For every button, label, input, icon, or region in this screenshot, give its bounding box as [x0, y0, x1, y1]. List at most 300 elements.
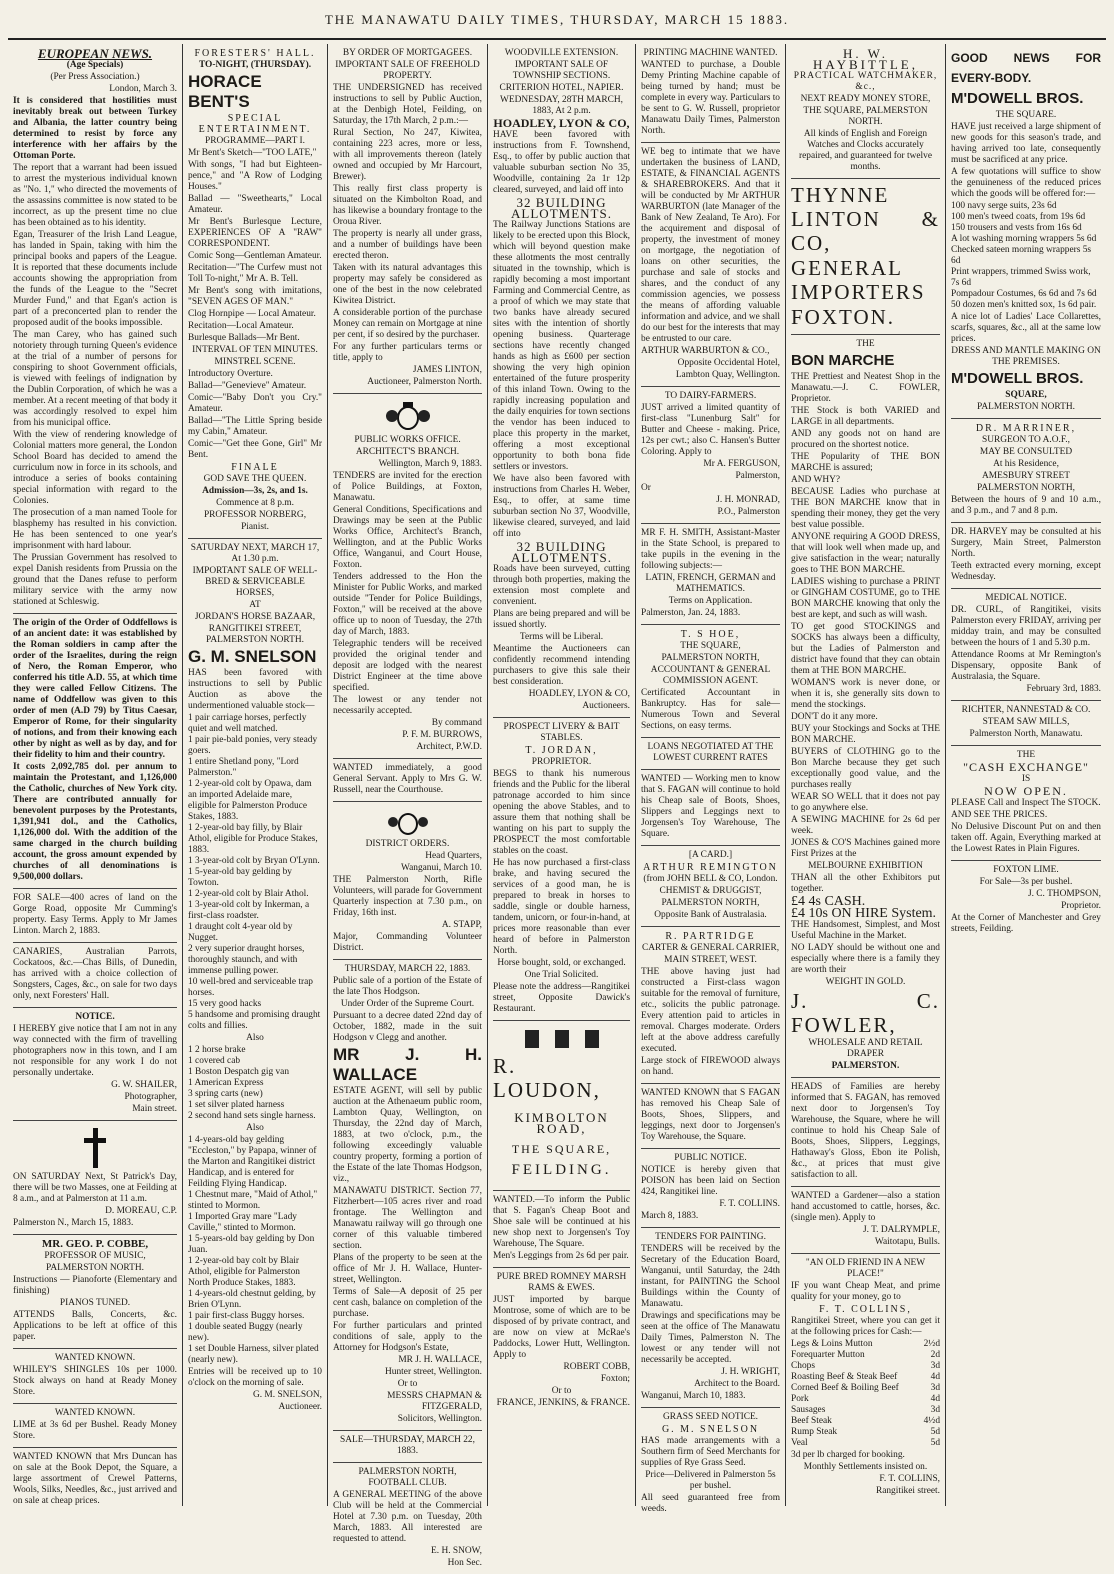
b8: LADIES wishing to purchase a PRINT or GINGHAM COSTUME, go to THE BON MARCHE knowing that only the best are kept, and such as will wash.	[791, 577, 940, 620]
fc: PALMERSTON NORTH, FOOTBALL CLUB.	[358, 1467, 457, 1488]
rich2: STEAM SAW MILLS,	[982, 717, 1070, 727]
thom2: Proprietor.	[1061, 901, 1101, 911]
romney-or: Or to	[551, 1386, 572, 1396]
pwo-1: TENDERS are invited for the erection of Police Buildings, at Foxton, Manawatu.	[333, 471, 482, 503]
thom3: At the Corner of Manchester and Grey streets, Feilding.	[951, 913, 1101, 934]
cobbe-ad	[13, 1235, 177, 1349]
assoc-line: (Per Press Association.)	[50, 72, 140, 82]
mcd2: M'DOWELL BROS.	[951, 370, 1084, 387]
price-item: Print wrappers, trimmed Swiss work, 7s 6d	[951, 267, 1091, 288]
hl: HOADLEY, LYON & CO,	[493, 116, 630, 130]
romney: PURE BRED ROMNEY MARSH RAMS & EWES.	[496, 1272, 627, 1293]
hl-p3: We have also been favored with instructions from Charles H. Weber, Esq., to offer, at same time suburban section No 37, Woodville, likewise cleared, surveyed, and laid off into	[493, 474, 630, 539]
european-news	[13, 44, 177, 614]
kimb: KIMBOLTON ROAD,	[514, 1110, 609, 1136]
shoe-ad	[641, 625, 780, 738]
lime: FOXTON LIME.	[993, 865, 1059, 875]
jordan-body: BEGS to thank his numerous friends and the Public for the liberal patronage accorded to him since opening the above Stables, and to assure them that nothing shall be wanting on his part to supply the PROSPECT the most comfortable stables on the coast.	[493, 769, 630, 856]
collins-meat-ad	[791, 1254, 940, 1502]
also-2: Also	[246, 1123, 264, 1133]
foresters-hall-ad	[188, 44, 322, 539]
meat-price-row	[791, 1339, 940, 1350]
dist: DISTRICT ORDERS.	[365, 839, 450, 849]
shoe-sq: THE SQUARE,	[680, 641, 741, 651]
prog-l5: Comic Song—Gentleman Amateur.	[188, 251, 322, 261]
fc-sig2: Hon Sec.	[447, 1558, 482, 1568]
coll-p3: Monthly Settlements insisted on.	[803, 1462, 928, 1472]
b21: THE Handsomest, Simplest, and Most Useful Machine in the Market.	[791, 920, 940, 941]
no-del: No Delusive Discount Put on and then taken off. Again, Everything marked at the Lowest Rates in Plain Figures.	[951, 822, 1101, 854]
part-body: THE above having just had constructed a First-class wagon suitable for the removal of furniture, etc., solicits the public patronage. Every attention paid to articles in removal. Charges moderate. Orders left at the above address carefully executed.	[641, 967, 780, 1054]
meat-price-row	[791, 1416, 940, 1427]
news-p7: The Prussian Government has resolved to expel Danish residents from Prussia on the ground that the Danes refuse to perform military service with the army now stationed at Schleswig.	[13, 553, 177, 607]
meat-price: 4d	[930, 1372, 940, 1382]
fagan3: WANTED KNOWN that S FAGAN has removed his Cheap Sale of Boots, Shoes, Slippers, and leggings, next door to Jorgensen's Toy Warehouse, the Square.	[641, 1088, 780, 1142]
fire: Large stock of FIREWOOD always on hand.	[641, 1056, 780, 1077]
forsale-text: FOR SALE—400 acres of land on the Gorge Road, opposite Mr Cumming's property. Easy Terms. Apply to Mr James Linton. March 2, 1883.	[13, 893, 177, 936]
masses-date: Palmerston N., March 15, 1883.	[13, 1218, 134, 1228]
heads: HEADS of Families are hereby informed that S. FAGAN, has removed next door to Jorgensen's Toy Warehouse, the Square, where he will continue to hold his Cheap Sale of Boots, Shoes, Slippers, Leggings, Hathaway's Gloss, Ebon ite Polish, &c., at prices that must give satisfaction to all.	[791, 1082, 940, 1180]
part2: CARTER & GENERAL CARRIER,	[641, 943, 780, 953]
mar7: Between the hours of 9 and 10 a.m., and 3 p.m., and 7 and 8 p.m.	[951, 495, 1101, 516]
pwo-2: General Conditions, Specifications and Drawings may be seen at the Public Works Office, Architect's Branch, Wellington, and at the Public Works Office, Wanganui, and Court House, Foxton.	[333, 505, 482, 570]
grass: GRASS SEED NOTICE.	[662, 1412, 759, 1422]
b1: THE Prettiest and Neatest Shop in the Manawatu.—J. C. FOWLER, Proprietor.	[791, 372, 940, 404]
lot-item: 2 second hand sets single harness.	[188, 1111, 316, 1121]
servant-text: WANTED immediately, a good General Servant. Apply to Mrs G. W. Russell, near the Courthouse.	[333, 763, 482, 795]
lot-item: 1 pair pie-bald ponies, very steady goers.	[188, 735, 318, 756]
gardener: WANTED a Gardener—also a station hand accustomed to cattle, horses, &c. (single men). Apply to	[791, 1191, 940, 1223]
prog-l3: Ballad — "Sweethearts," Local Amateur.	[188, 194, 322, 215]
mort-sec: Rural Section, No 247, Kiwitea, containing 223 acres, more or less, with all improvements thereon (lately owned and occupied by Mr Harcourt, Brewer).	[333, 128, 482, 182]
servant-ad	[333, 759, 482, 802]
lot-item: 1 5-year-old bay gelding by Towton.	[188, 867, 292, 888]
entries: Entries will be received up to 10 o'clock on the morning of sale.	[188, 1367, 322, 1388]
meat-price: 3d	[930, 1383, 940, 1393]
partridge-ad	[641, 927, 780, 1084]
hl-p7: Meantime the Auctioneers can confidently recommend intending purchasers to give this sale their best consideration.	[493, 644, 630, 687]
meat-price: 5d	[930, 1427, 940, 1437]
b23: WEIGHT IN GOLD.	[825, 977, 906, 987]
b3: AND any goods not on hand are procured on the shortest notice.	[791, 429, 940, 450]
curl2: Attendance Rooms at Mr Remington's Dispensary, opposite Bank of Australasia, the Square.	[951, 650, 1101, 682]
tend-sig: J. H. WRIGHT,	[721, 1367, 780, 1377]
wood: WOODVILLE EXTENSION.	[504, 48, 619, 58]
mortgagee-sale-ad	[333, 44, 482, 394]
tend: TENDERS FOR PAINTING.	[655, 1232, 766, 1242]
the: THE	[856, 339, 875, 349]
loudon: R. LOUDON,	[493, 1054, 601, 1102]
harvey2: Teeth extracted every morning, except Wednesday.	[951, 561, 1101, 582]
lot-item: 1 American Express	[188, 1078, 264, 1088]
working-men-ad	[641, 770, 780, 846]
meat-item: Sausages	[791, 1405, 826, 1415]
b6: BECAUSE Ladies who purchase at THE BON MARCHE know that in spending their money, they get the very best value possible.	[791, 487, 940, 530]
lots-list	[188, 713, 322, 1032]
grass-p2: Price—Delivered in Palmerston 5s per bushel.	[645, 1470, 776, 1491]
lot-item: 2 very superior draught horses, thoroughly staunch, and with immense pulling power.	[188, 944, 305, 976]
harvey-ad	[951, 523, 1101, 589]
tonight: TO-NIGHT, (THURSDAY).	[198, 60, 312, 70]
min-3: Comic—"Baby Don't you Cry." Amateur.	[188, 393, 322, 414]
lot-item: 1 2-year-old bay filly, by Blair Athol, eligible for Produce Stakes, 1883.	[188, 823, 318, 855]
lot-item: 1 covered cab	[188, 1056, 241, 1066]
smith: MR F. H. SMITH, Assistant-Master in the State School, is prepared to take pupils in the evening in the following subjects:—	[641, 528, 780, 571]
pwo-date: Wellington, March 9, 1883.	[378, 459, 482, 469]
meat-price-row	[791, 1350, 940, 1361]
warburton-ad	[641, 143, 780, 387]
coll-sig2: Rangitikei street.	[875, 1486, 940, 1496]
mcdowell-ad	[951, 44, 1101, 419]
bazaar-loc: RANGITIKEI STREET, PALMERSTON NORTH.	[206, 624, 304, 645]
hay3: NEXT READY MONEY STORE,	[800, 94, 931, 104]
lot-item: 1 entire Shetland pony, "Lord Palmerston."	[188, 757, 299, 778]
meat-item: Pork	[791, 1394, 809, 1404]
masthead: THE MANAWATU DAILY TIMES, THURSDAY, MARCH 15 1883.	[324, 12, 790, 27]
mort: BY ORDER OF MORTGAGEES.	[342, 48, 473, 58]
lot-item: 1 2 horse brake	[188, 1045, 246, 1055]
b22: NO LADY should be without one and especially where there is a family they are worth their	[791, 943, 940, 975]
grass-name: G. M. SNELSON	[661, 1424, 760, 1435]
warb-sig: ARTHUR WARBURTON & CO.,	[641, 346, 770, 356]
shoe-p2: Certificated Accountant in Bankruptcy. Has for sale—Numerous Town and Several Sections, on easy terms.	[641, 688, 780, 731]
card: [A CARD.]	[688, 850, 733, 860]
photographer-notice	[13, 1008, 177, 1121]
price-item: Pompadour Costumes, 6s 6d and 7s 6d	[951, 289, 1097, 299]
or-to: Or to	[397, 1379, 418, 1389]
lot-item: 1 4-years-old bay gelding "Eccleston," by Papapa, winner of the Marton and Rangitikei district Handicap, and is entered for Feilding Flying Handicap.	[188, 1135, 317, 1189]
min-4: Ballad—"The Little Spring beside my Cabin," Amateur.	[188, 416, 322, 437]
coll-sig: F. T. COLLINS,	[879, 1474, 940, 1484]
thom: J. C. THOMPSON,	[1027, 889, 1101, 899]
thu: THURSDAY, MARCH 22, 1883.	[344, 964, 471, 974]
price-item: 100 men's tweed coats, from 19s 6d	[951, 212, 1086, 222]
mort-p5: A considerable portion of the purchase Money can remain on Mortgage at nine per cent, if so desired by the purchaser.	[333, 308, 482, 340]
is: IS	[1021, 774, 1031, 784]
bazaar: JORDAN'S HORSE BAZAAR,	[194, 612, 316, 622]
jordan-p5: Please note the address—Rangitikei street, Opposite Dawick's Restaurant.	[493, 982, 630, 1014]
cash: "CASH EXCHANGE"	[963, 760, 1089, 774]
fagan-removed-ad	[641, 1084, 780, 1149]
wanted1-title: WANTED KNOWN.	[54, 1353, 136, 1363]
b13: BUYERS of CLOTHING go to the Bon Marche because they get such exceptionally good value, and the purchases really	[791, 747, 940, 790]
wallace-sig: MR J. H. WALLACE,	[398, 1355, 482, 1365]
mar5: AMESBURY STREET	[982, 471, 1070, 481]
b12: BUY your Stockings and Socks at THE BON MARCHE.	[791, 724, 940, 745]
prog-l7: Mr Bent's song with imitations, "SEVEN AGES OF MAN."	[188, 286, 322, 307]
also: Also	[246, 1033, 264, 1043]
auc: G. M. SNELSON,	[252, 1390, 322, 1400]
smith-ad	[641, 524, 780, 625]
column-3	[328, 44, 488, 1568]
masses-sig: D. MOREAU, C.P.	[105, 1206, 177, 1216]
fc-body: A GENERAL MEETING of the above Club will be held at the Commercial Hotel at 7.30 p.m. on Tuesday, 20th March, 1883. All interested are requested to attend.	[333, 1490, 482, 1544]
fagan2: Men's Leggings from 2s 6d per pair.	[493, 1251, 629, 1261]
bon: BON MARCHE	[791, 352, 895, 369]
meat-price-row	[791, 1383, 940, 1394]
feild: FEILDING.	[511, 1162, 612, 1178]
wanted3-text: WANTED KNOWN that Mrs Duncan has on sale at the Book Depot, the Square, a large assortment of Crewel Patterns, Wools, Silks, Needles, &c., just arrived and on sale at cheap prices.	[13, 1452, 177, 1506]
football-club-ad	[333, 1463, 482, 1574]
b14: WEAR SO WELL that it does not pay to go anywhere else.	[791, 792, 940, 813]
lot-item: 3 spring carts (new)	[188, 1089, 263, 1099]
gardener-ad	[791, 1187, 940, 1254]
mort-sale: IMPORTANT SALE OF FREEHOLD PROPERTY.	[335, 60, 480, 81]
pwo-sig3: Architect, P.W.D.	[416, 742, 482, 752]
column-1	[8, 44, 183, 1506]
meat-item: Beef Steak	[791, 1416, 832, 1426]
meat-price: 4½d	[923, 1416, 940, 1426]
hay4: THE SQUARE, PALMERSTON NORTH.	[803, 106, 928, 127]
meat-price: 3d	[930, 1361, 940, 1371]
mcd-p2: A few quotations will suffice to show the genuineness of the reduced prices which the goods will be offered for:—	[951, 167, 1101, 199]
jordan-sub: PROPRIETOR.	[531, 757, 592, 767]
masthead-rule	[8, 38, 1106, 40]
harvey: DR. HARVEY may be consulted at his Surgery, Main Street, Palmerston North.	[951, 527, 1101, 559]
tlc: THYNNE LINTON & CO,	[791, 183, 940, 255]
pwo-sig: By command	[431, 718, 482, 728]
wallace: MR J. H. WALLACE	[333, 1045, 482, 1084]
land-for-sale-ad	[13, 889, 177, 943]
mar3: MAY BE CONSULTED	[979, 447, 1073, 457]
heads-of-families-ad	[791, 1078, 940, 1187]
price-item: A lot washing morning wrappers 5s 6d	[951, 234, 1097, 244]
meat-item: Roasting Beef & Steak Beef	[791, 1372, 898, 1382]
tend-date: Wanganui, March 10, 1883.	[641, 1391, 746, 1401]
bent-title: HORACE BENT'S	[188, 72, 262, 111]
book-depot-ad	[13, 1448, 177, 1512]
curl: DR. CURL, of Rangitikei, visits Palmerston every FRIDAY, arriving per midday train, and may be consulted between the hours of 1 and 5.30 p.m.	[951, 605, 1101, 648]
meat-item: Chops	[791, 1361, 815, 1371]
wallace-p3: Terms of Sale—A deposit of 25 per cent cash, balance on completion of the purchase.	[333, 1287, 482, 1319]
romney-body: JUST imported by barque Montrose, some of which are to be disposed of by private contract, and are now on view at McRae's Paddocks, Lower Hutt, Wellington. Apply to	[493, 1295, 630, 1360]
notice-title: NOTICE.	[75, 1012, 115, 1022]
sale-thu-text: SALE—THURSDAY, MARCH 22, 1883.	[340, 1435, 475, 1456]
pwo-3: Tenders addressed to the Hon the Minister for Public Works, and marked outside "Tender for Police Buildings, Foxton," will be received at the above office up to noon of Tuesday, the 27th day of March, 1883.	[333, 572, 482, 637]
grass-body: HAS made arrangements with a Southern firm of Seed Merchants for supplies of Rye Grass Seed.	[641, 1436, 780, 1468]
cross-icon	[84, 1128, 106, 1168]
dairy-body: JUST arrived a limited quantity of first-class "Lunenburg Salt" for Butter and Cheese - making. Price, 12s per cwt.; also C. Hansen's Butter Coloring. Apply to	[641, 403, 780, 457]
dairy-or: Or	[641, 483, 651, 493]
cobbe-title: MR. GEO. P. COBBE,	[41, 1238, 149, 1250]
b4: THE Popularity of THE BON MARCHE is assured;	[791, 452, 940, 473]
jordan-p2: He has now purchased a first-class brake, and having secured the services of a good man, he is prepared to break in horses to saddle, single or double harness, tandem, unicorn, or four-in-hand, at prices more reasonable than ever heard of before in Palmerston North.	[493, 858, 630, 956]
rem: ARTHUR REMINGTON	[643, 862, 778, 873]
royal-crest-icon	[386, 809, 430, 835]
hl-sig2: Auctioneers.	[582, 701, 630, 711]
meat-price: 4d	[930, 1394, 940, 1404]
prog-l8: Clog Hornpipe — Local Amateur.	[188, 309, 316, 319]
lime-ad	[13, 1404, 177, 1448]
b2: THE Stock is both VARIED and LARGE in all departments.	[791, 406, 940, 427]
coll: F. T. COLLINS,	[819, 1304, 912, 1315]
part: R. PARTRIDGE	[665, 931, 756, 942]
special: SPECIAL ENTERTAINMENT.	[198, 113, 312, 135]
shoe: T. S HOE,	[680, 629, 741, 640]
warb-sig2: Opposite Occidental Hotel,	[677, 358, 780, 368]
jordan-p3: Horse bought, sold, or exchanged.	[497, 958, 626, 968]
prog-l2: With songs, "I had but Eighteen-pence," and "A Row of Lodging Houses."	[188, 160, 322, 192]
cobbe-line2: PIANOS TUNED.	[59, 1298, 131, 1308]
lot-item: 1 Imported Gray mare "Lady Caville," stinted to Mormon.	[188, 1212, 297, 1233]
rem3: CHEMIST & DRUGGIST,	[659, 886, 762, 896]
curl-ad	[951, 589, 1101, 701]
pwo-4: Telegraphic tenders will be received provided the original tender and deposit are lodged with the nearest District Engineer at the time above specified.	[333, 639, 482, 693]
lot-item: 1 3-year-old colt by Inkerman, a first-class roadster.	[188, 900, 310, 921]
news-p1: It is considered that hostilities must inevitably break out between Turkey and Albania, the latter country being determined to resist by force any interference with her affairs by the Ottoman Porte.	[13, 96, 177, 161]
news-p5: With the view of rendering knowledge of Colonial matters more general, the London School Board has decided to amend the curriculum now in force in its schools, and introduce a series of books containing special information with regard to the Colonies.	[13, 430, 177, 506]
wanted2-title: WANTED KNOWN.	[54, 1408, 136, 1418]
dist-date: Wanganui, March 10.	[401, 863, 482, 873]
lot-item: 5 handsome and promising draught colts and fillies.	[188, 1010, 321, 1031]
hall-title: FORESTERS' HALL.	[194, 48, 316, 59]
mcd: M'DOWELL BROS.	[951, 90, 1084, 107]
news-p2: The report that a warrant had been issued to arrest the mysterious individual known as "No. 1," who directed the movements of the assassins committee is now stated to be incorrect, as up the present time no clue has been obtained as to his identity.	[13, 163, 177, 228]
livery-ad	[493, 718, 630, 1021]
mcd-body: HAVE just received a large shipment of new goods for this season's trade, and having arrived too late, consequently must be sacrificed at any price.	[951, 122, 1101, 165]
cash-exchange-ad	[951, 746, 1101, 861]
allot: 32 BUILDING ALLOTMENTS.	[511, 195, 612, 221]
lot-item: 1 4-years-old chestnut gelding, by Brien O'Lynn.	[188, 1289, 316, 1310]
pm-body: WANTED to purchase, a Double Demy Printing Machine capable of being turned by hand; must be complete in every way. Particulars to be sent to G. W. Russell, proprietor Manawatu Daily Times, Palmerston North.	[641, 60, 780, 136]
rich3: Palmerston North, Manawatu.	[969, 729, 1083, 739]
shoe-pn: PALMERSTON NORTH,	[661, 653, 760, 663]
lot-item: 1 set Double Harness, silver plated (nearly new).	[188, 1344, 319, 1365]
news-p8: The origin of the Order of Oddfellows is of an ancient date: it was established by the Roman soldiers in camp after the order of the Israelites, during the reign of Nero, the Roman Emperor, who conferred his title A.D. 55, at which time they were called Fellow Citizens. The name of Oddfellow was given to this order of men (A.D 79) by Titus Caesar, Emperor of Rome, for their singularity of notions, and from their knowing each other by night as well as by day, and for their fidelity to him and their country.	[13, 618, 177, 760]
wallace-sig2: Hunter street, Wellington.	[385, 1367, 482, 1377]
lot-item: 1 2-year-old colt by Opawa, dam an imported Adelaide mare, eligible for Palmerston Produce Stakes, 1883.	[188, 779, 312, 822]
price-item: 100 navy serge suits, 23s 6d	[951, 201, 1057, 211]
lot-item: 1 pair first-class Buggy horses.	[188, 1311, 305, 1321]
now: NOW OPEN.	[984, 784, 1068, 798]
dist-sig: A. STAPP,	[441, 920, 482, 930]
fagan: WANTED.—To inform the Public that S. Fagan's Cheap Boot and Shoe sale will be continued at his new shop next to Jorgensen's Toy Warehouse, The Square.	[493, 1195, 630, 1249]
news-p9: It costs 2,092,785 dol. per annum to maintain the Protestant, and 1,126,000 the Catholic, churches of New York city. There are contributed annually for benevolent purposes by the Protestants, 1,391,941 dol., and the Catholics, 1,126,000 dol. With the addition of the same charged in the church building account, the gross amount expended by churches of all denominations is 9,500,000 dollars.	[13, 762, 177, 882]
woodville-ad	[493, 44, 630, 718]
chap2: Solicitors, Wellington.	[397, 1414, 482, 1424]
oddfellows-item	[13, 614, 177, 889]
hodgson-estate-ad	[333, 960, 482, 1431]
masses-notice	[13, 1121, 177, 1235]
dist-sig2: Major, Commanding Volunteer District.	[333, 932, 482, 953]
med: MEDICAL NOTICE.	[985, 593, 1067, 603]
horse-sale-ad	[188, 539, 322, 1418]
tlc2: GENERAL IMPORTERS	[791, 256, 926, 304]
court-body: Pursuant to a decree dated 22nd day of October, 1882, made in the suit Hodgson v Clegg and another.	[333, 1011, 482, 1043]
haybittle-ad	[791, 44, 940, 179]
mort-body: THE UNDERSIGNED has received instructions to sell by Public Auction, at the Denbigh Hotel, Feilding, on Saturday, the 17th March, 2 p.m.:—	[333, 83, 482, 126]
wanted2-text: LIME at 3s 6d per Bushel. Ready Money Store.	[13, 1420, 177, 1441]
pn-sig: F. T. COLLINS.	[719, 1199, 780, 1209]
hl-p6: Terms will be Liberal.	[519, 632, 604, 642]
poison-notice	[641, 1149, 780, 1228]
pwo-sig2: P. F. M. BURROWS,	[402, 730, 482, 740]
b5: AND WHY?	[791, 475, 841, 485]
foxton-lime-ad	[951, 861, 1101, 940]
rem4: PALMERSTON NORTH,	[661, 898, 760, 908]
tend-body: TENDERS will be received by the Secretary of the Education Board, Wanganui, until Saturday, the 24th instant, for PAINTING the School Buildings within the County of Manawatu.	[641, 1244, 780, 1309]
dairy-sig4: P.O., Palmerston	[717, 507, 780, 517]
meat-price: 2½d	[923, 1339, 940, 1349]
chap: MESSRS CHAPMAN & FITZGERALD,	[387, 1391, 482, 1412]
news-p3: Egan, Treasurer of the Irish Land League, has landed in Spain, taking with him the principal books and papers of the League. It is reported that these documents include accounts showing the appropriation from the funds of the League to the "Secret Murder Fund," and that Egan's action is part of a preconcerted plan to render the proposed audit of the books impossible.	[13, 230, 177, 328]
sale-title: IMPORTANT SALE OF WELL-BRED & SERVICEABLE HORSES,	[192, 566, 318, 598]
part3: MAIN STREET, WEST.	[664, 955, 757, 965]
lot-item: 1 pair carriage horses, perfectly quiet and well matched.	[188, 713, 307, 734]
public-works-ad	[333, 394, 482, 759]
sat-line: SATURDAY NEXT, MARCH 17, At 1.30 p.m.	[190, 543, 320, 564]
cash-the: THE	[1016, 750, 1036, 760]
printing-machine-ad	[641, 44, 780, 143]
mcd-sq: THE SQUARE.	[995, 110, 1057, 120]
masses-text: ON SATURDAY Next, St Patrick's Day, there will be two Masses, one at Feilding at 8 a.m., and at Palmerston at 11 a.m.	[13, 1172, 177, 1204]
b10: WOMAN'S work is never done, or when it is, she generally sits down to mend the stockings.	[791, 678, 940, 710]
rich: RICHTER, NANNESTAD & CO.	[961, 705, 1091, 715]
thu-body: Public sale of a portion of the Estate of the late Thos Hodgson.	[333, 976, 482, 997]
dateline: London, March 3.	[109, 84, 177, 94]
meat-price-row	[791, 1361, 940, 1372]
allot2: 32 BUILDING ALLOTMENTS.	[511, 539, 612, 565]
meat-price: 3d	[930, 1405, 940, 1415]
romney-ad	[493, 1268, 630, 1414]
fowler2: WHOLESALE AND RETAIL DRAPER	[808, 1038, 923, 1059]
district-orders	[333, 802, 482, 960]
shingles-ad	[13, 1349, 177, 1404]
prog-l6: Recitation—"The Curfew must not Toll To-night," Mr A. B. Tell.	[188, 263, 322, 284]
loudon-ad	[493, 1021, 630, 1191]
meat-price: 5d	[930, 1438, 940, 1448]
price-item: 150 trousers and vests from 16s 6d	[951, 223, 1082, 233]
fowler: J. C. FOWLER,	[791, 989, 940, 1037]
smith-subj: LATIN, FRENCH, GERMAN and MATHEMATICS.	[645, 573, 776, 594]
lot-item: 1 3-year-old colt by Bryan O'Lynn.	[188, 856, 320, 866]
wed: WEDNESDAY, 28TH MARCH, 1883, At 2 p.m.	[500, 95, 623, 116]
mort-p6: For any further particulars terms or title, apply to	[333, 342, 482, 363]
lots-list-2	[188, 1045, 322, 1122]
lot-item: 1 draught colt 4-year old by Nugget.	[188, 922, 293, 943]
mar4: At his Residence,	[993, 459, 1059, 469]
work: WANTED — Working men to know that S. FAGAN will continue to hold his Cheap sale of Boots, Shoes, Slippers and Leggings next to Jorgensen's Toy Warehouse, The Square.	[641, 774, 780, 839]
meat-price-row	[791, 1394, 940, 1405]
court: Under Order of the Supreme Court.	[340, 999, 475, 1009]
dist-hq: Head Quarters,	[425, 851, 482, 861]
lot-item: 10 well-bred and serviceable trap horses.	[188, 977, 313, 998]
meat-item: Forequarter Mutton	[791, 1350, 865, 1360]
dress: DRESS AND MANTLE MAKING ON THE PREMISES.	[951, 346, 1101, 367]
lots-list-3	[188, 1135, 322, 1366]
canaries-text: CANARIES, Australian Parrots, Cockatoos, &c.—Chas Bills, of Dunedin, has arrived with a choice collection of Songsters, Cages, &c., on sale for two days only, next Foresters' Hall.	[13, 947, 177, 1001]
pianist: Pianist.	[241, 522, 269, 532]
wallace-p2: Plans of the property to be seen at the office of Mr J. H. Wallace, Hunter-street, Wellington.	[333, 1253, 482, 1285]
canaries-ad	[13, 943, 177, 1008]
meat-item: Legs & Loins Mutton	[791, 1339, 873, 1349]
hl-sig: HOADLEY, LYON & CO,	[528, 689, 630, 699]
notice-sig2: Photographer,	[124, 1092, 177, 1102]
grass-seed-ad	[641, 1408, 780, 1520]
curl3: February 3rd, 1883.	[1026, 684, 1101, 694]
wanted1-text: WHILEY'S SHINGLES 10s per 1000. Stock always on hand at Ready Money Store.	[13, 1365, 177, 1397]
jordan-p4: One Trial Solicited.	[524, 970, 599, 980]
column-7	[946, 44, 1106, 1506]
god-save: GOD SAVE THE QUEEN.	[203, 474, 307, 484]
news-p6: The prosecution of a man named Toole for blasphemy has resulted in his conviction. He has been sentenced to one year's imprisonment with hard labour.	[13, 508, 177, 551]
b19: £4 4s CASH.	[791, 894, 866, 909]
mar6: PALMERSTON NORTH,	[977, 483, 1075, 493]
livery: PROSPECT LIVERY & BAIT STABLES.	[503, 722, 620, 743]
gard-sig: J. T. DALRYMPLE,	[862, 1225, 940, 1235]
bon-marche-ad	[791, 335, 940, 1078]
lot-item: 1 set silver plated harness	[188, 1100, 285, 1110]
